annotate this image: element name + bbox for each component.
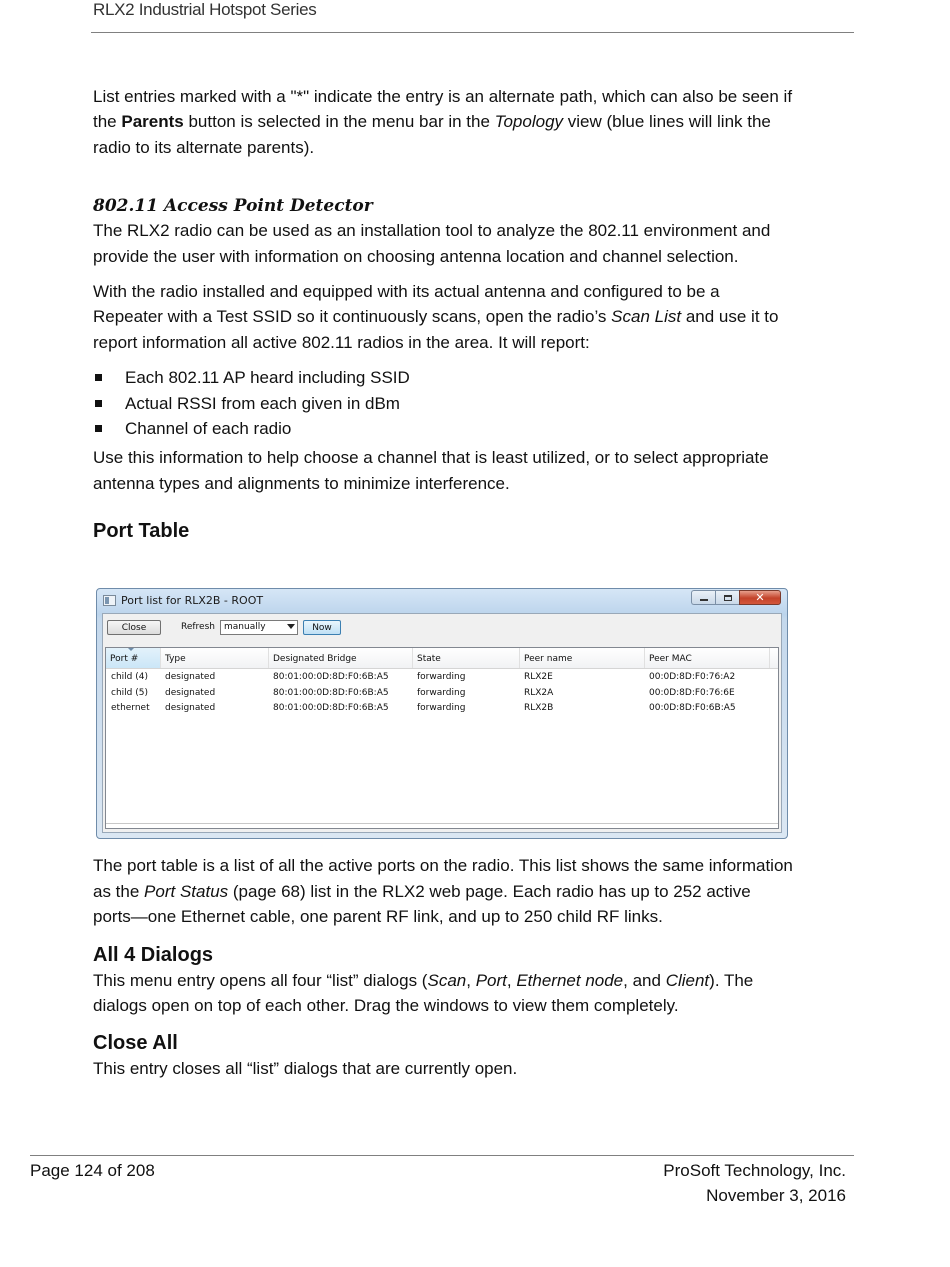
column-label: Port # [110,654,139,664]
parents-term: Parents [121,112,184,132]
cell-designated-bridge: 80:01:00:0D:8D:F0:6B:A5 [273,703,389,713]
ethernet-node-term: Ethernet node [516,970,624,990]
table-row[interactable] [106,688,778,704]
list-item-text: Actual RSSI from each given in dBm [125,393,400,413]
footer-info [663,1158,846,1209]
ap-detector-heading: 802.11 Access Point Detector [93,196,373,217]
now-button[interactable]: Now [303,620,341,635]
publish-date: November 3, 2016 [706,1186,846,1206]
intro-text: List entries marked with a "*" indicate the entry is an alternate path, which can also be seen if the [93,87,793,132]
ap-text: and use it to report information all active 802.11 radios in the area. It will report: [93,307,779,352]
running-header: RLX2 Industrial Hotspot Series [93,0,317,19]
port-list-dialog [96,588,788,839]
column-header-peer-name[interactable]: Peer name [520,648,645,668]
cell-port: child (5) [111,687,148,698]
column-header-type[interactable]: Type [161,648,269,668]
dialog-body [102,613,782,833]
table-row[interactable] [106,672,778,688]
topology-term: Topology [494,112,564,132]
column-header-peer-mac[interactable]: Peer MAC [645,648,770,668]
sort-arrow-icon [128,648,134,651]
client-term: Client [665,970,710,990]
port-grid [105,647,779,829]
ap-text: With the radio installed and equipped with its actual antenna and configured to be a Repeater with a Test SSID so it continuously scans, open the radio’s [93,282,720,327]
port-status-term: Port Status [144,881,229,901]
ap-detector-paragraph-2 [93,279,793,355]
page-content [93,84,793,1082]
cell-type: designated [165,703,216,713]
ap-detector-paragraph-3: Use this information to help choose a channel that is least utilized, or to select appropriate antenna types and alignments to minimize interference. [93,448,769,493]
close-button[interactable]: Close [107,620,161,635]
table-row[interactable] [106,703,778,719]
scan-term: Scan [427,970,467,990]
list-item [93,416,793,441]
port-term: Port [475,970,507,990]
list-item [93,391,793,416]
header-rule [91,32,854,33]
bullet-square-icon [95,425,102,432]
grid-footer-line [106,823,778,826]
list-item [93,365,793,390]
ap-detector-paragraph-1: The RLX2 radio can be used as an installation tool to analyze the 802.11 environment and provide the user with information on choosing antenna location and channel selection. [93,221,771,266]
intro-text: view (blue lines will link the radio to its alternate parents). [93,112,771,157]
all-dialogs-paragraph [93,968,793,1019]
dialogs-text: , [466,970,476,990]
list-item-text: Channel of each radio [125,419,292,439]
cell-port: ethernet [111,703,150,713]
bullet-square-icon [95,400,102,407]
all-dialogs-heading: All 4 Dialogs [93,943,214,966]
intro-text: button is selected in the menu bar in the [183,112,495,132]
cell-state: forwarding [417,703,466,713]
cell-peer-name: RLX2B [524,703,554,713]
close-x-icon: ✕ [755,591,765,604]
cell-peer-mac: 00:0D:8D:F0:76:6E [649,687,735,698]
page-number: Page 124 of 208 [30,1161,155,1180]
dropdown-arrow-icon [287,624,295,629]
window-controls [691,590,781,605]
refresh-select[interactable] [220,620,298,635]
cell-designated-bridge: 80:01:00:0D:8D:F0:6B:A5 [273,687,389,698]
dialogs-text: ). The dialogs open on top of each other. Drag the windows to view them completely. [93,970,754,1015]
port-table-paragraph [93,853,793,929]
maximize-button[interactable] [715,590,739,605]
minimize-button[interactable] [691,590,715,605]
window-icon [103,595,116,606]
maximize-icon [724,595,732,601]
port-text: (page 68) list in the RLX2 web page. Each radio has up to 252 active ports—one Ethernet cable, one parent RF link, and up to 250 child RF links. [93,881,751,927]
column-header-designated-bridge[interactable]: Designated Bridge [269,648,413,668]
list-item-text: Each 802.11 AP heard including SSID [125,368,410,388]
refresh-value: manually [224,622,266,632]
cell-peer-mac: 00:0D:8D:F0:76:A2 [649,672,736,682]
report-list [93,365,793,441]
close-all-heading: Close All [93,1032,178,1055]
dialogs-text: This menu entry opens all four “list” dialogs ( [93,970,428,990]
port-table-heading: Port Table [93,520,190,543]
grid-rows [106,672,778,719]
cell-state: forwarding [417,672,466,682]
column-header-state[interactable]: State [413,648,520,668]
cell-peer-name: RLX2A [524,687,554,698]
cell-designated-bridge: 80:01:00:0D:8D:F0:6B:A5 [273,672,389,682]
port-text: The port table is a list of all the active ports on the radio. This list shows the same information as the [93,856,793,901]
cell-peer-mac: 00:0D:8D:F0:6B:A5 [649,703,736,713]
cell-peer-name: RLX2E [524,672,553,682]
column-header-port[interactable] [106,648,161,668]
dialog-title: Port list for RLX2B - ROOT [121,594,264,607]
refresh-label: Refresh [181,622,215,632]
window-close-button[interactable] [739,590,781,605]
scan-list-term: Scan List [611,307,682,327]
cell-state: forwarding [417,687,466,698]
intro-paragraph [93,84,793,160]
close-all-paragraph: This entry closes all “list” dialogs that are currently open. [93,1059,518,1079]
bullet-square-icon [95,374,102,381]
cell-type: designated [165,687,216,698]
dialogs-text: , and [623,970,666,990]
footer-rule [30,1155,854,1156]
cell-type: designated [165,672,216,682]
cell-port: child (4) [111,672,148,682]
dialogs-text: , [506,970,517,990]
company-name: ProSoft Technology, Inc. [663,1161,846,1180]
minimize-icon [700,599,708,601]
grid-header [106,648,778,669]
